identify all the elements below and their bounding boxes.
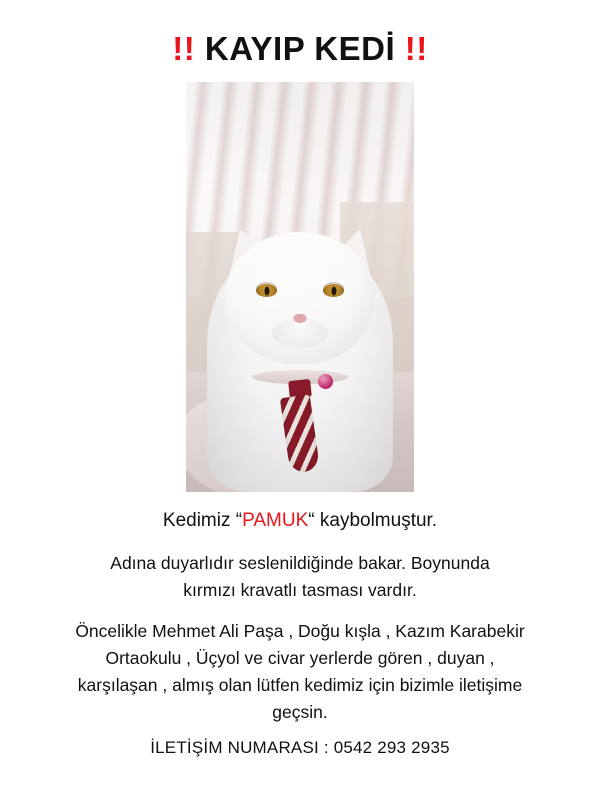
headline-suffix: !! — [404, 30, 428, 67]
description-paragraph: Adına duyarlıdır seslenildiğinde bakar. Boynunda kırmızı kravatlı tasması vardır. — [110, 552, 490, 600]
headline-text: KAYIP KEDİ — [204, 30, 396, 67]
contact-line: İLETİŞİM NUMARASI : 0542 293 2935 — [150, 738, 450, 758]
pet-name-prefix: Kedimiz “ — [162, 510, 243, 531]
headline-prefix: !! — [172, 30, 196, 67]
pet-name: PAMUK — [242, 510, 309, 531]
location-paragraph: Öncelikle Mehmet Ali Paşa , Doğu kışla , Kazım Karabekir Ortaokulu , Üçyol ve civar yerlerde gören , duyan , karşılaşan , almış olan lütfen kedimiz için bizimle iletişime geçsin. — [75, 620, 525, 723]
cat-photo — [186, 82, 414, 492]
photo-shading — [186, 82, 414, 492]
poster-body — [65, 508, 535, 758]
pet-name-suffix: “ kaybolmuştur. — [308, 510, 438, 531]
pet-name-line — [65, 508, 535, 534]
page-title — [172, 30, 428, 68]
